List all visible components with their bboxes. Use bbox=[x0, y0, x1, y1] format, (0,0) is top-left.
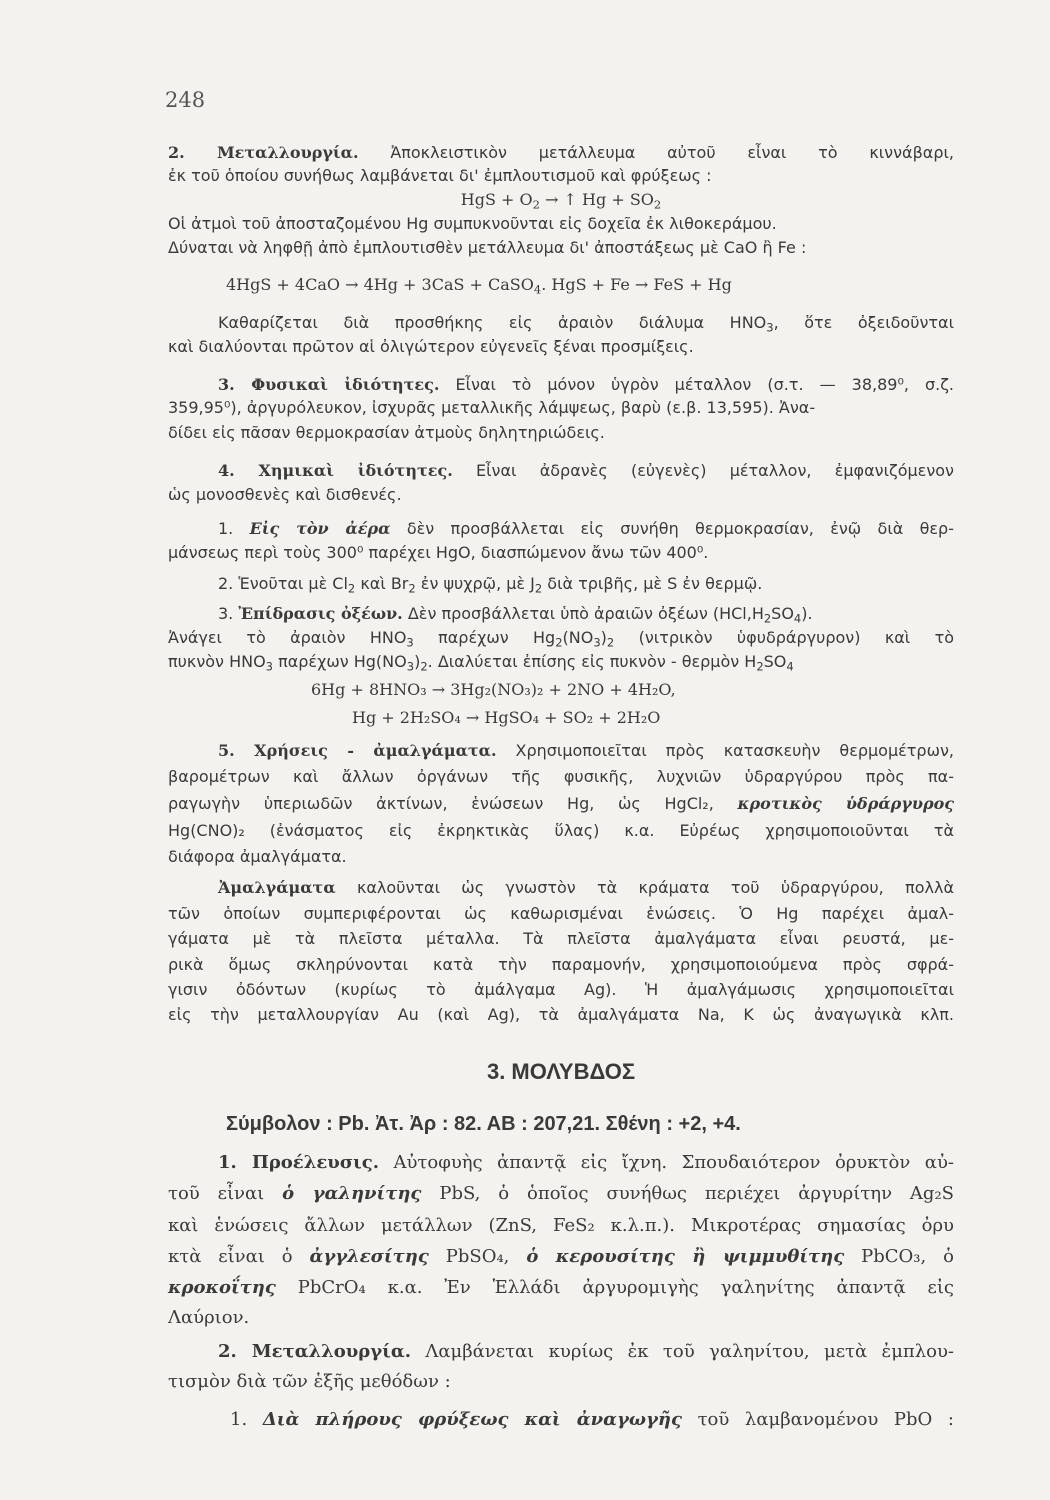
cerussite-term: ὁ κερουσίτης ἢ ψιμμυθίτης bbox=[526, 1246, 845, 1267]
uses-line-1: 5. Χρήσεις - ἀμαλγάματα. Χρησιμοποιεῖται πρὸς κατασκευὴν θερμομέτρων, bbox=[218, 741, 954, 760]
uses-line-5: διάφορα ἀμαλγάματα. bbox=[168, 847, 347, 866]
chapter-title: 3. ΜΟΛΥΒΔΟΣ bbox=[486, 1059, 636, 1084]
lead-metallurgy-heading: 2. Μεταλλουργία. bbox=[218, 1341, 411, 1362]
galena-term: ὁ γαληνίτης bbox=[282, 1183, 422, 1204]
origin-heading: 1. Προέλευσις. bbox=[218, 1152, 379, 1173]
equation-roasting: HgS + $O_2$ → ↑ $Hg + SO_2$ bbox=[460, 190, 662, 212]
amalgams-line-4: ρικὰ ὅμως σκληρύνονται κατὰ τὴν παραμονήν, χρησιμοποιούμενα πρὸς σφρά- bbox=[168, 955, 954, 974]
air-reaction-term: Εἰς τὸν ἀέρα bbox=[249, 519, 391, 538]
uses-line-2: βαρομέτρων καὶ ἄλλων ὀργάνων τῆς φυσικῆς, λυχνιῶν ὑδραργύρου πρὸς πα- bbox=[168, 767, 954, 786]
chemical-line-1: 4. Χημικαὶ ἰδιότητες. Εἶναι ἀδρανὲς (εὐγενὲς) μέταλλον, ἐμφανιζόμενον bbox=[218, 461, 954, 480]
amalgams-line-6: εἰς τὴν μεταλλουργίαν Au (καὶ Ag), τὰ ἀμαλγάματα Na, K ὡς ἀναγωγικὰ κλπ. bbox=[168, 1005, 954, 1024]
amalgams-line-5: γισιν ὀδόντων (κυρίως τὸ ἀμάλγαμα Ag). Ἡ ἀμαλγάμωσις χρησιμοποιεῖται bbox=[168, 980, 954, 999]
uses-heading: 5. Χρήσεις - ἀμαλγάματα. bbox=[218, 741, 497, 760]
anglesite-term: ἀγγλεσίτης bbox=[309, 1246, 429, 1267]
amalgams-line-1: Ἀμαλγάματα καλοῦνται ὡς γνωστὸν τὰ κράματα τοῦ ὑδραργύρου, πολλὰ bbox=[218, 878, 954, 897]
chemical-item-3-line-2: Ἀνάγει τὸ ἀραιὸν $HNO_3$ παρέχων $Hg_2(NO_3)_2$ (νιτρικὸν ὑφυδράργυρον) καὶ τὸ bbox=[168, 628, 954, 650]
equation-distillation: 4HgS + 4CaO → 4Hg + 3CaS + CaSO$_4$. HgS + Fe → FeS + Hg bbox=[226, 275, 732, 297]
physical-line-3: δίδει εἰς πᾶσαν θερμοκρασίαν ἀτμοὺς δηλητηριώδεις. bbox=[168, 423, 605, 442]
lead-metallurgy-line-2: τισμὸν διὰ τῶν ἑξῆς μεθόδων : bbox=[168, 1371, 451, 1392]
chemical-item-3-line-1: 3. Ἐπίδρασις ὀξέων. Δὲν προσβάλλεται ὑπὸ ἀραιῶν ὀξέων $(HCl,H_2SO_4)$. bbox=[218, 604, 813, 626]
chemical-item-1-line-1: 1. Εἰς τὸν ἀέρα δὲν προσβάλλεται εἰς συνήθη θερμοκρασίαν, ἐνῷ διὰ θερ- bbox=[218, 519, 954, 538]
metallurgy-line-6: καὶ διαλύονται πρῶτον αἱ ὀλιγώτερον εὐγενεῖς ξέναι προσμίξεις. bbox=[168, 337, 694, 356]
metallurgy-heading: 2. Μεταλλουργία. bbox=[168, 143, 359, 162]
amalgams-line-3: γάματα μὲ τὰ πλεῖστα μέταλλα. Τὰ πλεῖστα ἀμαλγάματα εἶναι ρευστά, με- bbox=[168, 929, 954, 948]
metallurgy-line-1: 2. Μεταλλουργία. Ἀποκλειστικὸν μετάλλευμα αὐτοῦ εἶναι τὸ κιννάβαρι, bbox=[168, 143, 954, 162]
origin-line-6: Λαύριον. bbox=[168, 1307, 250, 1328]
origin-line-2: τοῦ εἶναι ὁ γαληνίτης PbS, ὁ ὁποῖος συνήθως περιέχει ἀργυρίτην Ag₂S bbox=[168, 1183, 954, 1204]
metallurgy-line-5: Καθαρίζεται διὰ προσθήκης εἰς ἀραιὸν διάλυμα $HNO_3$, ὅτε ὀξειδοῦνται bbox=[218, 313, 955, 335]
metallurgy-line-3: Οἱ ἀτμοὶ τοῦ ἀποσταζομένου Hg συμπυκνοῦνται εἰς δοχεῖα ἐκ λιθοκεράμου. bbox=[168, 214, 777, 233]
chemical-item-3-line-3: πυκνὸν $HNO_3$ παρέχων $Hg(NO_3)_2$. Διαλύεται ἐπίσης εἰς πυκνὸν - θερμὸν $H_2SO_4$ bbox=[168, 652, 794, 674]
origin-line-3: καὶ ἑνώσεις ἄλλων μετάλλων (ZnS, FeS₂ κ.λ.π.). Μικροτέρας σημασίας ὀρυ bbox=[168, 1215, 954, 1236]
chemical-heading: 4. Χημικαὶ ἰδιότητες. bbox=[218, 461, 453, 480]
physical-line-2: 359,95⁰), ἀργυρόλευκον, ἰσχυρᾶς μεταλλικῆς λάμψεως, βαρὺ (ε.β. 13,595). Ἀνα- bbox=[168, 398, 816, 417]
uses-line-4: Hg(CNO)₂ (ἐνάσματος εἰς ἐκρηκτικὰς ὕλας) κ.α. Εὐρέως χρησιμοποιοῦνται τὰ bbox=[168, 821, 954, 840]
lead-metallurgy-line-1: 2. Μεταλλουργία. Λαμβάνεται κυρίως ἐκ τοῦ γαληνίτου, μετὰ ἐμπλου- bbox=[218, 1341, 954, 1362]
origin-line-1: 1. Προέλευσις. Αὐτοφυὴς ἀπαντᾷ εἰς ἴχνη. Σπουδαιότερον ὀρυκτὸν αὐ- bbox=[218, 1152, 954, 1173]
roasting-reduction-term: Διὰ πλήρους φρύξεως καὶ ἀναγωγῆς bbox=[262, 1409, 682, 1430]
chemical-item-2: 2. Ἑνοῦται μὲ $Cl_2$ καὶ $Br_2$ ἐν ψυχρῷ, μὲ $J_2$ διὰ τριβῆς, μὲ S ἐν θερμῷ. bbox=[218, 574, 763, 596]
metallurgy-line-2: ἐκ τοῦ ὁποίου συνήθως λαμβάνεται δι' ἐμπλουτισμοῦ καὶ φρύξεως : bbox=[168, 166, 712, 185]
chemical-line-2: ὡς μονοσθενὲς καὶ δισθενές. bbox=[168, 485, 402, 504]
chemical-item-1-line-2: μάνσεως περὶ τοὺς 300⁰ παρέχει HgO, διασπώμενον ἄνω τῶν 400⁰. bbox=[168, 543, 709, 562]
equation-nitric-acid: 6Hg + 8HNO₃ → 3Hg₂(NO₃)₂ + 2NO + 4H₂O, bbox=[311, 680, 676, 699]
physical-heading: 3. Φυσικαὶ ἰδιότητες. bbox=[218, 375, 440, 394]
metallurgy-line-4: Δύναται νὰ ληφθῇ ἀπὸ ἐμπλουτισθὲν μετάλλευμα δι' ἀποστάξεως μὲ CaO ἢ Fe : bbox=[168, 238, 807, 257]
origin-line-4: κτὰ εἶναι ὁ ἀγγλεσίτης PbSO₄, ὁ κερουσίτης ἢ ψιμμυθίτης PbCO₃, ὁ bbox=[168, 1246, 954, 1267]
fulminate-term: κροτικὸς ὑδράργυρος bbox=[737, 794, 955, 813]
physical-line-1: 3. Φυσικαὶ ἰδιότητες. Εἶναι τὸ μόνον ὑγρὸν μέταλλον (σ.τ. — 38,89⁰, σ.ζ. bbox=[218, 375, 955, 394]
page-number: 248 bbox=[165, 88, 206, 112]
acid-action-term: Ἐπίδρασις ὀξέων. bbox=[238, 604, 403, 623]
equation-sulfuric-acid: Hg + 2H₂SO₄ → HgSO₄ + SO₂ + 2H₂O bbox=[352, 708, 661, 727]
amalgams-line-2: τῶν ὁποίων συμπεριφέρονται ὡς καθωρισμέναι ἑνώσεις. Ὁ Hg παρέχει ἀμαλ- bbox=[168, 904, 954, 923]
element-header: Σύμβολον : Pb. Ἀτ. Ἀρ : 82. ΑΒ : 207,21. Σθένη : +2, +4. bbox=[226, 1113, 741, 1135]
amalgams-term: Ἀμαλγάματα bbox=[218, 878, 336, 897]
origin-line-5: κροκοΐτης PbCrO₄ κ.α. Ἐν Ἑλλάδι ἀργυρομιγὴς γαληνίτης ἀπαντᾷ εἰς bbox=[168, 1277, 954, 1298]
lead-method-1: 1. Διὰ πλήρους φρύξεως καὶ ἀναγωγῆς τοῦ λαμβανομένου PbO : bbox=[230, 1409, 954, 1430]
uses-line-3: ραγωγὴν ὑπεριωδῶν ἀκτίνων, ἑνώσεων Hg, ὡς HgCl₂, κροτικὸς ὑδράργυρος bbox=[168, 794, 955, 813]
crocoite-term: κροκοΐτης bbox=[168, 1277, 276, 1298]
